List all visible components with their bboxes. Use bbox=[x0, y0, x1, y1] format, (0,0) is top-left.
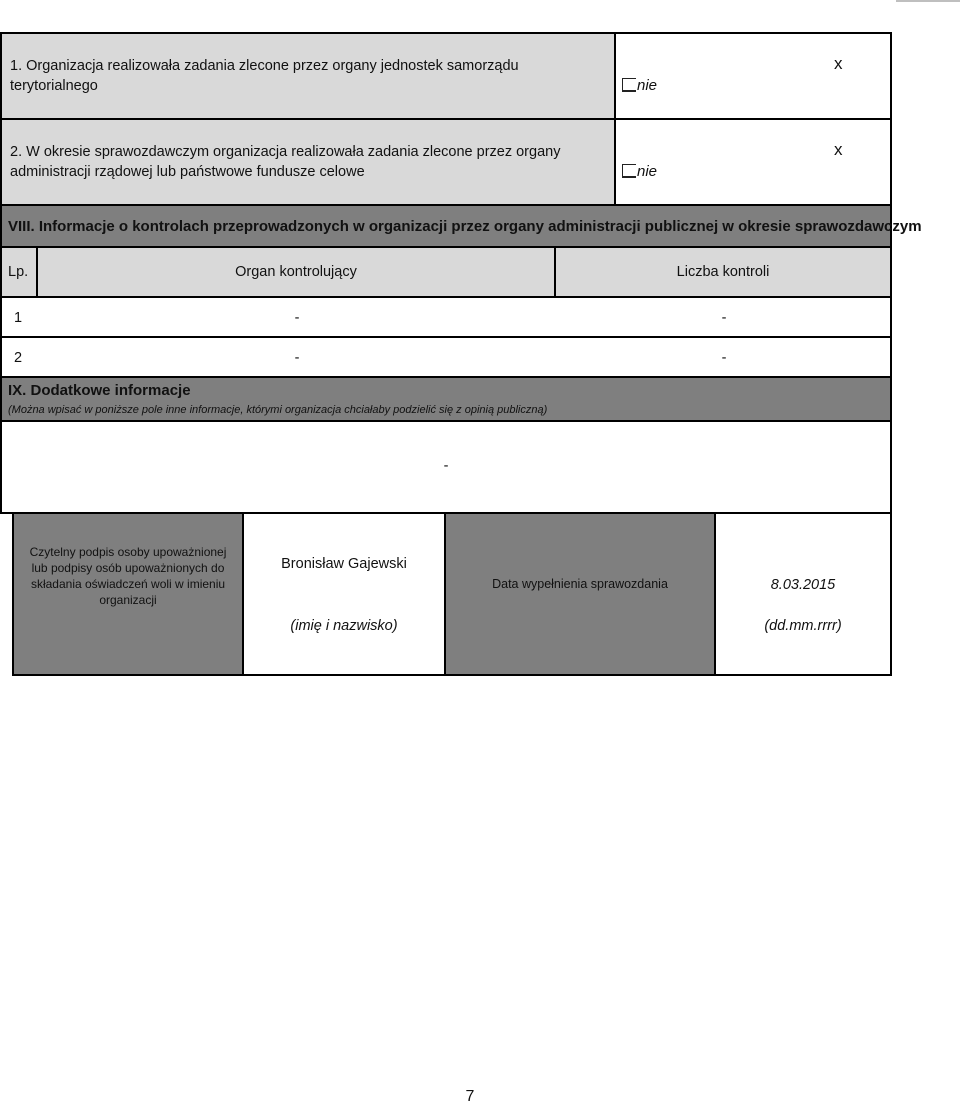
question-1-text: 1. Organizacja realizowała zadania zlecone przez organy jednostek samorządu terytorialnego bbox=[10, 58, 519, 94]
signatory-name: Bronisław Gajewski bbox=[281, 556, 407, 572]
fill-date: 8.03.2015 bbox=[770, 577, 836, 593]
row-organ[interactable]: - bbox=[294, 350, 300, 366]
top-edge-line bbox=[896, 0, 960, 2]
table-header-count: Liczba kontroli bbox=[554, 246, 892, 298]
checkbox-icon[interactable] bbox=[622, 164, 636, 178]
section-9-header bbox=[0, 376, 892, 422]
table-header-lp: Lp. bbox=[0, 246, 38, 298]
row-count[interactable]: - bbox=[721, 310, 727, 326]
question-2-mark: x bbox=[834, 140, 843, 159]
additional-info-field[interactable] bbox=[0, 420, 892, 514]
row-lp: 1 bbox=[14, 310, 23, 326]
question-1-answer: nie bbox=[622, 77, 657, 94]
section-8-header bbox=[0, 204, 922, 248]
date-value-cell[interactable] bbox=[714, 512, 892, 676]
question-1-mark: x bbox=[834, 54, 843, 73]
checkbox-icon[interactable] bbox=[622, 78, 636, 92]
signatory-name-hint: (imię i nazwisko) bbox=[290, 618, 398, 634]
table-row bbox=[0, 296, 892, 338]
date-label: Data wypełnienia sprawozdania bbox=[492, 577, 668, 591]
row-count[interactable]: - bbox=[721, 350, 727, 366]
date-format-hint: (dd.mm.rrrr) bbox=[764, 618, 842, 634]
question-2-text: 2. W okresie sprawozdawczym organizacja realizowała zadania zlecone przez organy administracji rządowej lub państwowe fundusze celowe bbox=[10, 144, 561, 180]
additional-info-value: - bbox=[443, 458, 449, 474]
table-row bbox=[0, 336, 892, 378]
page-number: 7 bbox=[465, 1088, 475, 1105]
signature-name-cell[interactable] bbox=[242, 512, 446, 676]
question-2-answer: nie bbox=[622, 163, 657, 180]
section-9-subtitle: (Można wpisać w poniższe pole inne informacje, którymi organizacja chciałaby podzielić się z opinią publiczną) bbox=[8, 404, 548, 416]
signature-label-cell bbox=[12, 512, 244, 676]
date-label-cell bbox=[444, 512, 716, 676]
question-1-label-cell bbox=[0, 32, 616, 120]
row-lp: 2 bbox=[14, 350, 23, 366]
question-2-label-cell bbox=[0, 118, 616, 206]
section-8-title: VIII. Informacje o kontrolach przeprowadzonych w organizacji przez organy administracji publicznej w okresie sprawozdawczym bbox=[8, 218, 922, 235]
signature-label: Czytelny podpis osoby upoważnionej lub podpisy osób upoważnionych do składania oświadczeń woli w imieniu organizacji bbox=[29, 545, 227, 607]
question-2-answer-cell[interactable] bbox=[614, 118, 892, 206]
table-header-organ: Organ kontrolujący bbox=[36, 246, 556, 298]
row-organ[interactable]: - bbox=[294, 310, 300, 326]
section-9-title: IX. Dodatkowe informacje bbox=[8, 382, 191, 399]
question-1-answer-cell[interactable] bbox=[614, 32, 892, 120]
